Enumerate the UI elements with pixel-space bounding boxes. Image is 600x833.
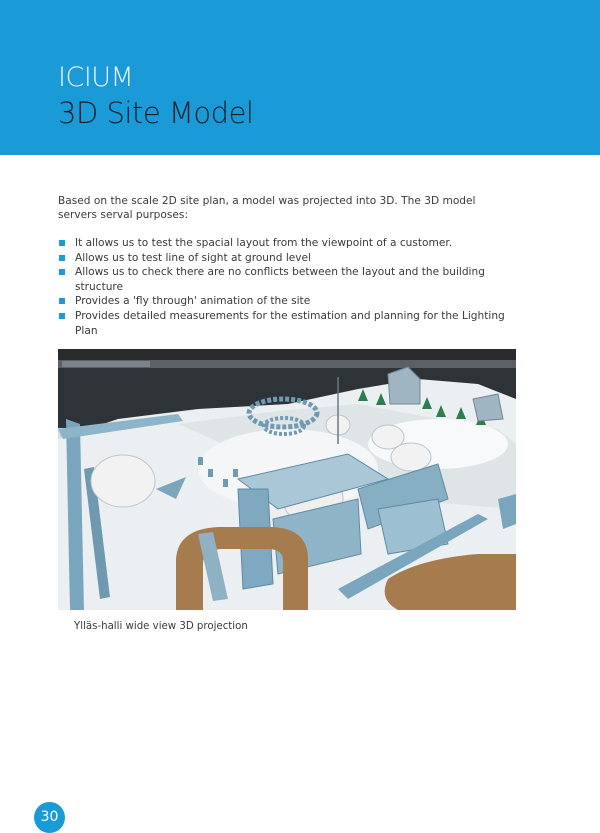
bullet-list xyxy=(58,236,518,338)
image-caption: Ylläs-halli wide view 3D projection xyxy=(74,621,248,632)
list-item-text: Allows us to check there are no conflicts between the layout and the building structure xyxy=(75,266,485,293)
list-item xyxy=(58,265,518,294)
list-item-text: Allows us to test line of sight at ground level xyxy=(75,251,312,264)
list-item xyxy=(58,309,518,338)
list-item-text: Provides a 'fly through' animation of the site xyxy=(75,295,311,308)
list-item xyxy=(58,236,518,251)
3d-model-screenshot xyxy=(58,349,516,610)
list-item xyxy=(58,251,518,266)
bullet-square-icon xyxy=(59,313,65,319)
bullet-square-icon xyxy=(59,298,65,304)
bullet-square-icon xyxy=(59,240,65,246)
page-number: 30 xyxy=(34,802,65,833)
page-title: 3D Site Model xyxy=(58,96,254,130)
bullet-square-icon xyxy=(59,255,65,261)
header-banner xyxy=(0,0,600,155)
list-item-text: It allows us to test the spacial layout from the viewpoint of a customer. xyxy=(75,237,453,249)
list-item xyxy=(58,294,518,309)
list-item-text: Provides detailed measurements for the estimation and planning for the Lighting Plan xyxy=(75,309,505,337)
title-icium: ICIUM xyxy=(58,62,134,93)
3d-site-render xyxy=(58,349,516,610)
intro-paragraph: Based on the scale 2D site plan, a model was projected into 3D. The 3D model servers serval purposes: xyxy=(58,195,476,221)
bullet-square-icon xyxy=(59,269,65,275)
